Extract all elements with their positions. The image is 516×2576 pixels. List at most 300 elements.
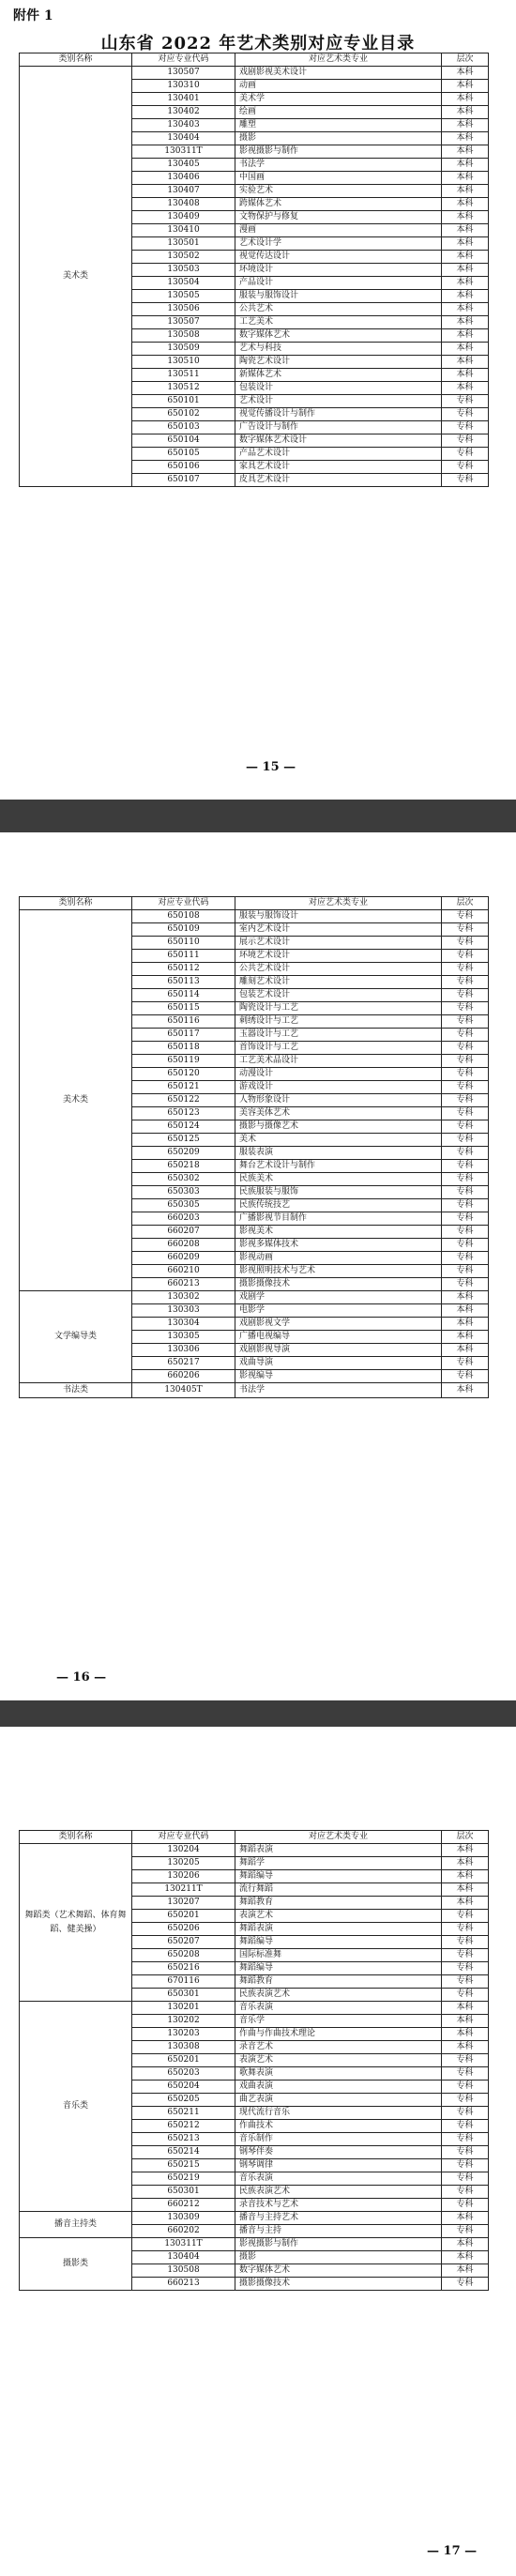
major-code-cell: 650212 — [132, 2120, 235, 2133]
major-table-page-3 — [19, 1830, 489, 2291]
major-code-cell: 130311T — [132, 145, 235, 159]
major-name-cell: 首饰设计与工艺 — [235, 1042, 442, 1055]
major-name-cell: 影视动画 — [235, 1252, 442, 1265]
major-code-cell: 650121 — [132, 1081, 235, 1094]
major-code-cell: 650203 — [132, 2067, 235, 2081]
major-code-cell: 650110 — [132, 937, 235, 950]
major-code-cell: 130507 — [132, 67, 235, 80]
major-code-cell: 130404 — [132, 132, 235, 145]
level-cell: 专科 — [442, 1226, 489, 1239]
page-number: — 15 — — [246, 760, 296, 774]
major-code-cell: 130311T — [132, 2238, 235, 2251]
level-cell: 专科 — [442, 1989, 489, 2002]
level-cell: 专科 — [442, 2120, 489, 2133]
category-cell: 播音主持类 — [20, 2212, 132, 2238]
level-cell: 本科 — [442, 2264, 489, 2278]
category-cell: 音乐类 — [20, 2002, 132, 2212]
major-code-cell: 660213 — [132, 1278, 235, 1291]
major-code-cell: 650113 — [132, 976, 235, 989]
major-name-cell: 动画 — [235, 80, 442, 93]
major-code-cell: 660203 — [132, 1212, 235, 1226]
level-cell: 本科 — [442, 159, 489, 172]
level-cell: 专科 — [442, 2225, 489, 2238]
category-cell: 书法类 — [20, 1383, 132, 1398]
level-cell: 专科 — [442, 1029, 489, 1042]
major-name-cell: 漫画 — [235, 224, 442, 237]
major-name-cell: 歌舞表演 — [235, 2067, 442, 2081]
major-code-cell: 650217 — [132, 1357, 235, 1370]
major-code-cell: 650118 — [132, 1042, 235, 1055]
major-name-cell: 产品设计 — [235, 277, 442, 290]
major-code-cell: 130402 — [132, 106, 235, 119]
major-code-cell: 130303 — [132, 1304, 235, 1318]
document-page-1 — [0, 0, 516, 800]
major-name-cell: 戏剧学 — [235, 1291, 442, 1304]
major-code-cell: 650204 — [132, 2081, 235, 2094]
level-cell: 专科 — [442, 1120, 489, 1134]
major-name-cell: 视觉传播设计与制作 — [235, 408, 442, 421]
table-row — [20, 67, 489, 80]
major-name-cell: 影视摄影与制作 — [235, 2238, 442, 2251]
major-name-cell: 影视美术 — [235, 1226, 442, 1239]
major-code-cell: 660202 — [132, 2225, 235, 2238]
major-code-cell: 130406 — [132, 172, 235, 185]
level-cell: 本科 — [442, 356, 489, 369]
major-code-cell: 650122 — [132, 1094, 235, 1107]
major-name-cell: 钢琴调律 — [235, 2159, 442, 2172]
major-code-cell: 130203 — [132, 2028, 235, 2041]
major-name-cell: 陶瓷设计与工艺 — [235, 1002, 442, 1015]
major-code-cell: 650109 — [132, 923, 235, 937]
level-cell: 专科 — [442, 1357, 489, 1370]
level-cell: 本科 — [442, 237, 489, 251]
level-cell: 专科 — [442, 1265, 489, 1278]
major-code-cell: 130308 — [132, 2041, 235, 2054]
major-code-cell: 130504 — [132, 277, 235, 290]
level-cell: 本科 — [442, 172, 489, 185]
level-cell: 专科 — [442, 2146, 489, 2159]
level-cell: 本科 — [442, 67, 489, 80]
major-name-cell: 国际标准舞 — [235, 1949, 442, 1962]
major-name-cell: 影视照明技术与艺术 — [235, 1265, 442, 1278]
major-name-cell: 艺术设计学 — [235, 237, 442, 251]
category-cell: 美术类 — [20, 910, 132, 1291]
major-code-cell: 130211T — [132, 1883, 235, 1897]
level-cell: 本科 — [442, 1344, 489, 1357]
major-name-cell: 表演艺术 — [235, 1910, 442, 1923]
major-code-cell: 130512 — [132, 382, 235, 395]
document-page-3 — [0, 1727, 516, 2576]
major-name-cell: 文物保护与修复 — [235, 211, 442, 224]
major-code-cell: 650205 — [132, 2094, 235, 2107]
level-cell: 本科 — [442, 2212, 489, 2225]
level-cell: 专科 — [442, 2199, 489, 2212]
major-code-cell: 650209 — [132, 1147, 235, 1160]
major-header: 对应艺术类专业 — [235, 897, 442, 910]
level-cell: 专科 — [442, 461, 489, 474]
major-code-cell: 650214 — [132, 2146, 235, 2159]
major-code-cell: 650201 — [132, 1910, 235, 1923]
level-cell: 专科 — [442, 1068, 489, 1081]
major-name-cell: 摄影 — [235, 132, 442, 145]
level-cell: 本科 — [442, 119, 489, 132]
major-code-cell: 650101 — [132, 395, 235, 408]
major-code-cell: 130309 — [132, 2212, 235, 2225]
level-cell: 专科 — [442, 1278, 489, 1291]
major-code-cell: 130501 — [132, 237, 235, 251]
level-cell: 专科 — [442, 1081, 489, 1094]
level-cell: 专科 — [442, 950, 489, 963]
level-cell: 本科 — [442, 2002, 489, 2015]
category-header: 类别名称 — [20, 897, 132, 910]
major-name-cell: 录音技术与艺术 — [235, 2199, 442, 2212]
category-cell: 舞蹈类（艺术舞蹈、体育舞蹈、健美操） — [20, 1844, 132, 2002]
level-header: 层次 — [442, 1831, 489, 1844]
major-name-cell: 钢琴伴奏 — [235, 2146, 442, 2159]
level-cell: 本科 — [442, 224, 489, 237]
major-name-cell: 现代流行音乐 — [235, 2107, 442, 2120]
level-cell: 本科 — [442, 369, 489, 382]
table-header-row — [20, 53, 489, 67]
level-cell: 本科 — [442, 264, 489, 277]
major-name-cell: 玉器设计与工艺 — [235, 1029, 442, 1042]
level-cell: 专科 — [442, 2278, 489, 2291]
major-name-cell: 服装与服饰设计 — [235, 910, 442, 923]
major-code-cell: 650302 — [132, 1173, 235, 1186]
major-code-cell: 670116 — [132, 1975, 235, 1989]
table-row — [20, 1383, 489, 1398]
level-cell: 专科 — [442, 1975, 489, 1989]
major-name-cell: 戏剧影视美术设计 — [235, 67, 442, 80]
level-cell: 专科 — [442, 448, 489, 461]
major-name-cell: 包装艺术设计 — [235, 989, 442, 1002]
level-cell: 本科 — [442, 1897, 489, 1910]
major-code-cell: 650104 — [132, 434, 235, 448]
level-cell: 本科 — [442, 80, 489, 93]
level-cell: 专科 — [442, 1173, 489, 1186]
level-cell: 专科 — [442, 395, 489, 408]
level-cell: 本科 — [442, 1383, 489, 1398]
level-cell: 本科 — [442, 198, 489, 211]
major-code-cell: 650301 — [132, 2186, 235, 2199]
table-row — [20, 1844, 489, 1857]
level-cell: 专科 — [442, 989, 489, 1002]
code-header: 对应专业代码 — [132, 1831, 235, 1844]
major-name-cell: 人物形象设计 — [235, 1094, 442, 1107]
major-name-cell: 中国画 — [235, 172, 442, 185]
level-cell: 本科 — [442, 1318, 489, 1331]
level-cell: 专科 — [442, 923, 489, 937]
major-name-cell: 民族表演艺术 — [235, 1989, 442, 2002]
major-name-cell: 数字媒体艺术 — [235, 329, 442, 343]
major-code-cell: 650103 — [132, 421, 235, 434]
major-name-cell: 录音艺术 — [235, 2041, 442, 2054]
major-code-cell: 130511 — [132, 369, 235, 382]
major-name-cell: 雕刻艺术设计 — [235, 976, 442, 989]
major-code-cell: 650119 — [132, 1055, 235, 1068]
major-code-cell: 130201 — [132, 2002, 235, 2015]
level-cell: 专科 — [442, 1252, 489, 1265]
major-name-cell: 舞蹈教育 — [235, 1975, 442, 1989]
major-header: 对应艺术类专业 — [235, 1831, 442, 1844]
table-header-row — [20, 1831, 489, 1844]
major-code-cell: 130508 — [132, 2264, 235, 2278]
level-cell: 专科 — [442, 2107, 489, 2120]
level-cell: 本科 — [442, 93, 489, 106]
major-name-cell: 美容美体艺术 — [235, 1107, 442, 1120]
major-name-cell: 工艺美术品设计 — [235, 1055, 442, 1068]
category-cell: 美术类 — [20, 67, 132, 487]
major-code-cell: 130205 — [132, 1857, 235, 1870]
level-cell: 专科 — [442, 1107, 489, 1120]
major-code-cell: 130409 — [132, 211, 235, 224]
major-code-cell: 650215 — [132, 2159, 235, 2172]
major-name-cell: 实验艺术 — [235, 185, 442, 198]
major-name-cell: 广播电视编导 — [235, 1331, 442, 1344]
level-cell: 专科 — [442, 1936, 489, 1949]
table-row — [20, 1291, 489, 1304]
major-name-cell: 艺术设计 — [235, 395, 442, 408]
major-name-cell: 动漫设计 — [235, 1068, 442, 1081]
major-table-page-2 — [19, 896, 489, 1398]
level-cell: 本科 — [442, 316, 489, 329]
major-code-cell: 650206 — [132, 1923, 235, 1936]
major-name-cell: 作曲技术 — [235, 2120, 442, 2133]
major-name-cell: 播音与主持艺术 — [235, 2212, 442, 2225]
major-name-cell: 游戏设计 — [235, 1081, 442, 1094]
major-code-cell: 650114 — [132, 989, 235, 1002]
level-cell: 本科 — [442, 1883, 489, 1897]
level-cell: 本科 — [442, 2015, 489, 2028]
major-code-cell: 650108 — [132, 910, 235, 923]
level-cell: 专科 — [442, 408, 489, 421]
major-code-cell: 130405 — [132, 159, 235, 172]
table-row — [20, 2002, 489, 2015]
major-name-cell: 室内艺术设计 — [235, 923, 442, 937]
table-row — [20, 910, 489, 923]
attachment-label: 附件 1 — [13, 8, 53, 23]
major-name-cell: 表演艺术 — [235, 2054, 442, 2067]
level-cell: 本科 — [442, 2028, 489, 2041]
level-cell: 本科 — [442, 1291, 489, 1304]
major-code-cell: 660213 — [132, 2278, 235, 2291]
major-name-cell: 跨媒体艺术 — [235, 198, 442, 211]
level-cell: 专科 — [442, 1002, 489, 1015]
level-cell: 本科 — [442, 106, 489, 119]
major-code-cell: 130405T — [132, 1383, 235, 1398]
major-code-cell: 650116 — [132, 1015, 235, 1029]
major-name-cell: 刺绣设计与工艺 — [235, 1015, 442, 1029]
level-cell: 专科 — [442, 1094, 489, 1107]
major-name-cell: 摄影摄像技术 — [235, 2278, 442, 2291]
major-name-cell: 舞台艺术设计与制作 — [235, 1160, 442, 1173]
code-header: 对应专业代码 — [132, 897, 235, 910]
major-name-cell: 流行舞蹈 — [235, 1883, 442, 1897]
major-name-cell: 数字媒体艺术 — [235, 2264, 442, 2278]
level-cell: 本科 — [442, 1331, 489, 1344]
level-cell: 专科 — [442, 976, 489, 989]
major-name-cell: 家具艺术设计 — [235, 461, 442, 474]
major-code-cell: 130408 — [132, 198, 235, 211]
major-code-cell: 650115 — [132, 1002, 235, 1015]
level-cell: 本科 — [442, 185, 489, 198]
major-name-cell: 艺术与科技 — [235, 343, 442, 356]
level-cell: 专科 — [442, 1042, 489, 1055]
major-name-cell: 戏剧影视文学 — [235, 1318, 442, 1331]
level-cell: 专科 — [442, 1923, 489, 1936]
major-name-cell: 雕塑 — [235, 119, 442, 132]
level-cell: 专科 — [442, 937, 489, 950]
major-code-cell: 650216 — [132, 1962, 235, 1975]
major-name-cell: 广告设计与制作 — [235, 421, 442, 434]
table-row — [20, 2238, 489, 2251]
major-code-cell: 130401 — [132, 93, 235, 106]
level-cell: 专科 — [442, 421, 489, 434]
level-cell: 专科 — [442, 2094, 489, 2107]
major-code-cell: 650106 — [132, 461, 235, 474]
major-code-cell: 650125 — [132, 1134, 235, 1147]
major-code-cell: 650201 — [132, 2054, 235, 2067]
major-name-cell: 摄影与摄像艺术 — [235, 1120, 442, 1134]
level-cell: 专科 — [442, 2172, 489, 2186]
major-code-cell: 650120 — [132, 1068, 235, 1081]
major-name-cell: 服装表演 — [235, 1147, 442, 1160]
major-code-cell: 650303 — [132, 1186, 235, 1199]
major-name-cell: 电影学 — [235, 1304, 442, 1318]
major-code-cell: 130202 — [132, 2015, 235, 2028]
major-code-cell: 130407 — [132, 185, 235, 198]
major-name-cell: 民族美术 — [235, 1173, 442, 1186]
major-name-cell: 民族传统技艺 — [235, 1199, 442, 1212]
level-cell: 本科 — [442, 303, 489, 316]
major-name-cell: 产品艺术设计 — [235, 448, 442, 461]
level-cell: 本科 — [442, 211, 489, 224]
major-name-cell: 包装设计 — [235, 382, 442, 395]
major-name-cell: 工艺美术 — [235, 316, 442, 329]
level-cell: 专科 — [442, 1015, 489, 1029]
level-cell: 本科 — [442, 2251, 489, 2264]
major-name-cell: 舞蹈编导 — [235, 1936, 442, 1949]
major-name-cell: 舞蹈表演 — [235, 1844, 442, 1857]
major-code-cell: 660212 — [132, 2199, 235, 2212]
major-code-cell: 130204 — [132, 1844, 235, 1857]
major-name-cell: 影视编导 — [235, 1370, 442, 1383]
major-name-cell: 舞蹈编导 — [235, 1870, 442, 1883]
major-name-cell: 视觉传达设计 — [235, 251, 442, 264]
major-code-cell: 650111 — [132, 950, 235, 963]
level-cell: 专科 — [442, 1962, 489, 1975]
major-name-cell: 舞蹈教育 — [235, 1897, 442, 1910]
major-name-cell: 绘画 — [235, 106, 442, 119]
major-name-cell: 展示艺术设计 — [235, 937, 442, 950]
level-cell: 本科 — [442, 290, 489, 303]
code-header: 对应专业代码 — [132, 53, 235, 67]
level-cell: 专科 — [442, 1239, 489, 1252]
major-code-cell: 130410 — [132, 224, 235, 237]
level-cell: 专科 — [442, 1910, 489, 1923]
level-cell: 本科 — [442, 382, 489, 395]
level-cell: 专科 — [442, 474, 489, 487]
major-name-cell: 影视摄影与制作 — [235, 145, 442, 159]
level-cell: 专科 — [442, 963, 489, 976]
major-code-cell: 650218 — [132, 1160, 235, 1173]
major-header: 对应艺术类专业 — [235, 53, 442, 67]
major-code-cell: 650105 — [132, 448, 235, 461]
major-name-cell: 美术 — [235, 1134, 442, 1147]
category-cell: 摄影类 — [20, 2238, 132, 2291]
major-code-cell: 130304 — [132, 1318, 235, 1331]
category-header: 类别名称 — [20, 1831, 132, 1844]
major-code-cell: 130502 — [132, 251, 235, 264]
major-code-cell: 130302 — [132, 1291, 235, 1304]
major-code-cell: 130508 — [132, 329, 235, 343]
level-cell: 专科 — [442, 2081, 489, 2094]
level-cell: 本科 — [442, 132, 489, 145]
major-name-cell: 公共艺术设计 — [235, 963, 442, 976]
major-name-cell: 新媒体艺术 — [235, 369, 442, 382]
major-code-cell: 130506 — [132, 303, 235, 316]
major-code-cell: 650102 — [132, 408, 235, 421]
major-name-cell: 民族服装与服饰 — [235, 1186, 442, 1199]
major-code-cell: 660208 — [132, 1239, 235, 1252]
major-name-cell: 环境设计 — [235, 264, 442, 277]
major-code-cell: 650301 — [132, 1989, 235, 2002]
major-name-cell: 音乐表演 — [235, 2172, 442, 2186]
level-cell: 专科 — [442, 2159, 489, 2172]
category-header: 类别名称 — [20, 53, 132, 67]
table-header-row — [20, 897, 489, 910]
major-code-cell: 660206 — [132, 1370, 235, 1383]
level-cell: 专科 — [442, 1370, 489, 1383]
major-name-cell: 音乐学 — [235, 2015, 442, 2028]
level-cell: 专科 — [442, 434, 489, 448]
major-name-cell: 服装与服饰设计 — [235, 290, 442, 303]
level-cell: 本科 — [442, 343, 489, 356]
level-cell: 本科 — [442, 251, 489, 264]
level-cell: 专科 — [442, 1949, 489, 1962]
level-cell: 专科 — [442, 910, 489, 923]
page-number: — 16 — — [56, 1670, 107, 1684]
major-code-cell: 130206 — [132, 1870, 235, 1883]
major-name-cell: 音乐表演 — [235, 2002, 442, 2015]
level-cell: 本科 — [442, 1870, 489, 1883]
major-code-cell: 660210 — [132, 1265, 235, 1278]
major-name-cell: 摄影 — [235, 2251, 442, 2264]
major-code-cell: 650305 — [132, 1199, 235, 1212]
major-name-cell: 戏曲表演 — [235, 2081, 442, 2094]
major-name-cell: 环境艺术设计 — [235, 950, 442, 963]
level-cell: 本科 — [442, 329, 489, 343]
major-code-cell: 130507 — [132, 316, 235, 329]
level-cell: 专科 — [442, 1147, 489, 1160]
major-code-cell: 130305 — [132, 1331, 235, 1344]
major-table-page-1 — [19, 53, 489, 487]
level-cell: 专科 — [442, 2133, 489, 2146]
major-name-cell: 舞蹈学 — [235, 1857, 442, 1870]
level-cell: 专科 — [442, 1160, 489, 1173]
level-cell: 专科 — [442, 1186, 489, 1199]
major-code-cell: 130207 — [132, 1897, 235, 1910]
major-code-cell: 130509 — [132, 343, 235, 356]
level-cell: 本科 — [442, 1857, 489, 1870]
document-title: 山东省 2022 年艺术类别对应专业目录 — [100, 34, 416, 53]
level-cell: 本科 — [442, 2041, 489, 2054]
major-name-cell: 皮具艺术设计 — [235, 474, 442, 487]
major-code-cell: 130404 — [132, 2251, 235, 2264]
level-header: 层次 — [442, 897, 489, 910]
major-name-cell: 作曲与作曲技术理论 — [235, 2028, 442, 2041]
major-code-cell: 650211 — [132, 2107, 235, 2120]
